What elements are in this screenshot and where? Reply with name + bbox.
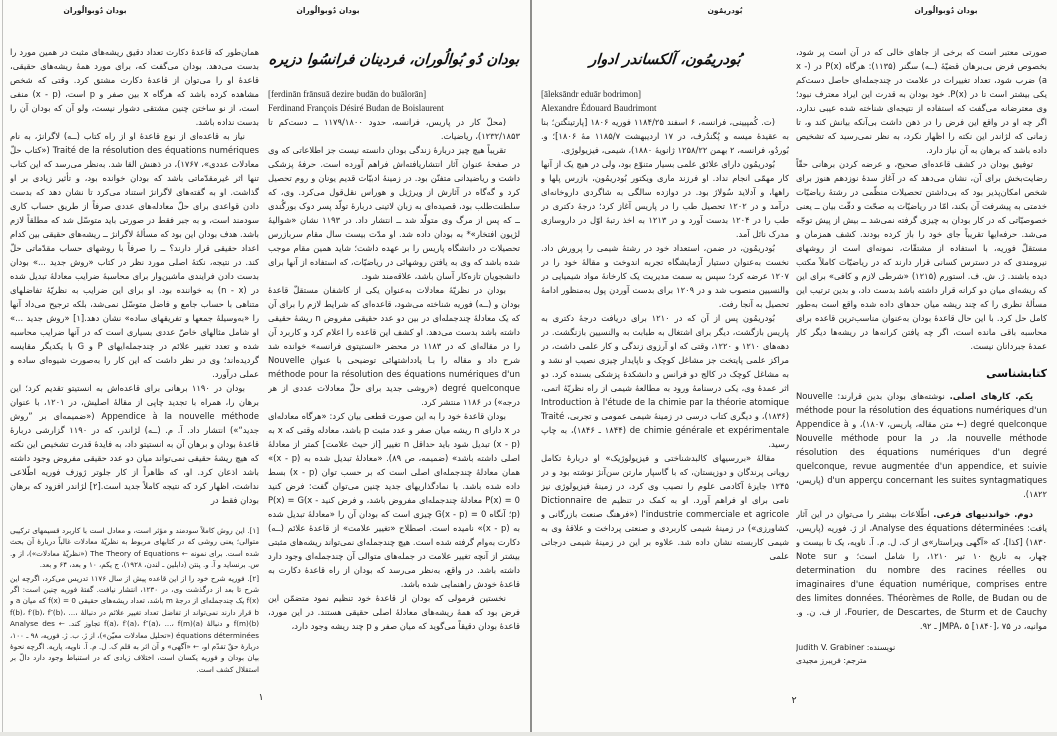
footnotes-block xyxy=(10,525,259,675)
bibliography-lead: دوم. خواندنیهای فرعی. xyxy=(933,509,1033,519)
latin-name-budan: Ferdinand François Désiré Budan de Boislaurent xyxy=(268,103,444,113)
article-paragraph: بودان قاعدهٔ خود را به این صورت قطعی بیان کرد: «هرگاه معادله‌ای در x دارای n ریشه میان صفر و عدد مثبت p باشد، معادله وقتی که x به (x - p) تبدیل شود باید حداقل n تغییر [از حیث علامت] کمتر از معادلهٔ اصلی داشته باشد» (ضمیمه، ص ۸۹). «معادلهٔ تبدیل شده به (x - p)» همان معادلهٔ چندجمله‌ای اصلی است که بر حسب توان (x - p) بسط داده شده باشد. با نمادگذاریهای جدید چنین می‌توان گفت: فرض کنید P(x) = 0 معادلهٔ چندجمله‌ای مفروض باشد، و فرض کنید P(x) = G(x - p)؛ آنگاه G(x - p) = 0 چیزی است که بودان آن را «معادلهٔ تبدیل شده به (x - p)» نامیده است. اصطلاح «تغییر علامت» از قاعدهٔ علائم (ــه) دکارت به‌وام گرفته شده است. هیچ چندجمله‌ای نمی‌تواند ریشه‌های مثبتی بیشتر از آنچه تغییر علامت در جمله‌های متوالی آن چندجمله‌ای وجود دارد داشته باشد. در واقع، به‌نظر می‌رسد که بودان از راه قاعدهٔ دکارت به قاعدهٔ خودش راهنمایی شده باشد. xyxy=(268,411,520,589)
article-paragraph: بُودریمُون پس از آن که در ۱۲۱۰ برای دریافت درجهٔ دکتری به پاریس بازگشت، دیگر برای اشتغال به طبابت به والنسیین بازنگشت. در دهه‌های ۱۲۱۰ و ۱۲۲۰، وقتی که او آرزوی زندگی و کار علمی داشت، در مراکز علمی پایتخت جز مشاغل کوچک و ناپایدار چیزی نصیب او نشد و به مشاغل کوچک در کالج دو فرانس و دانشکدهٔ پزشکی بسنده کرد. دو اثر عمدهٔ وی، یکی درسنامهٔ ورود به مطالعهٔ شیمی از راه نظریّهٔ اتمی، Introduction à l'étude de la chimie par la théorie atomique (۱۸۳۶)، و دیگری کتاب درسی در زمینهٔ شیمی عمومی و تجربی، Traité de chimie générale et expérimentale (۱۸۴۴ ـ ۱۸۴۶)، به چاپ رسید. xyxy=(541,313,789,449)
running-head-left-inner: بودان دُوبوالُوران xyxy=(296,6,360,15)
running-head-right-outer: بودان دُوبوالُوران xyxy=(914,6,978,15)
entry-title-budan: بودان دُو بُوالُوران، فردینان فرانسُوا دزیره xyxy=(268,52,520,68)
bibliography-text: نوشته‌های بودان بدین قرارند: Nouvelle méthode pour la résolution des équations numériques d'un degré quelconque (← متن مقاله، پاریس، ۱۸۰۷)، و Appendice à la nouvelle méthode، در Nouvelle méthode pour la résolution des équations numériques d'un degré quelconque, revue augmentée d'un appendice, et suivie d'un apperçu concernant les suites syntagmatiques (پاریس، ۱۸۲۲). xyxy=(796,391,1047,499)
left-page-right-column xyxy=(268,45,520,703)
bibliography-entry-primary xyxy=(796,389,1047,501)
entry-names-baudrimont xyxy=(541,87,789,115)
article-paragraph: بُودریمُون دارای علائق علمی بسیار متنوّع بود، ولی در هیچ یک از آنها کار مهمّی انجام نداد. او فرزند ماری ویکتور بُودریمُون، بازرس پلها و راهها، و آدلاید سُولاژ بود. در دوازده سالگی به شاگردی داروخانه‌ای درآمد و در ۱۲۰۲ تحصیل طب را در پاریس آغاز کرد؛ درجهٔ دکتری در طب را در ۱۲۰۴ بدست آورد و در ۱۲۱۳ به اخذ رتبهٔ اوّل در داروسازی مدرک نائل آمد. xyxy=(541,159,789,239)
running-head-right-inner: بُودریمُون xyxy=(707,6,743,15)
credits-block xyxy=(796,641,1047,667)
latin-name-baudrimont: Alexandre Édouard Baudrimont xyxy=(541,103,657,113)
page-number-right: ۲ xyxy=(791,695,797,706)
running-head-left-outer: بودان دُوبوالُوران xyxy=(63,6,127,15)
author-credit: نویسنده: Judith V. Grabiner xyxy=(796,643,896,652)
footnote-2: [۲]. فوریه شرح خود را از این قاعده پیش از سال ۱۱۷۶ تدریس می‌کرد، اگرچه این شرح تا بعد از درگذشت وی، در ۱۲۳۰، انتشار نیافت. گفتهٔ فوریه چنین است: اگر f(x) یک چندجمله‌ای از درجهٔ m باشد، تعداد ریشه‌های حقیقی f(x) = 0 که میان a و b قرار دارند نمی‌تواند از تفاضل تعداد تغییر علائم در دنبالهٔ f(b)، f′(b)، f″(b)، ...، f(m)(b) و دنبالهٔ f(a)، f′(a)، f″(a)، ...، f(m)(a) تجاوز کند. ← Analyse des équations déterminées («تحلیل معادلات معیّن»)، از ژ. ب. ژ. فوریه، ۹۸ ـ ۱۰۰، دربارهٔ حقّ تقدّم او، ← «آگهی» و آن اثر به قلم ک. ل. م. آ. ناویه، پاریه. اگرچه نحوهٔ بیان بودان و فوریه یکسان است، اختلاف زیادی که در استنباط وجود دارد دالّ بر استقلال کشف است. xyxy=(10,573,259,674)
page-number-left: ۱ xyxy=(258,692,264,703)
transliteration-budan: [ferdinān frānsuā dezire budān do buālorān] xyxy=(268,89,427,99)
bibliography-lead: یکم. کارهای اصلی. xyxy=(949,391,1033,401)
left-page-left-column xyxy=(10,45,259,695)
article-paragraph: نخستین فرمولی که بودان از قاعدهٔ خود تنظیم نمود متضمّن این فرض بود که همهٔ ریشه‌های معادلهٔ اصلی حقیقی هستند. در این مورد، قاعدهٔ بودان دقیقاً می‌گوید که میان صفر و p چند ریشه وجود دارد، xyxy=(268,593,520,631)
bibliography-entry-secondary xyxy=(796,507,1047,633)
article-paragraph: نیاز به قاعده‌ای از نوع قاعدهٔ او از راه کتاب (ــه) لاگرانژ، به نام Traité de la résolution des équations numériques («کتاب حلّ معادلات عددی»، ۱۷۶۷)، در ذهنش القا شد. به‌نظر می‌رسد که این کتاب تنها اثر غیرمقدّماتی باشد که بودان خوانده بود، و تأثیر زیادی بر او گذاشت. او به گفته‌های لاگرانژ استناد می‌کرد تا نشان دهد که بدست دادن قواعدی برای حلّ معادله‌های عددی صرفاً از طریق حساب کاری سودمند است، و به جبر فقط در صورتی باید متوسّل شد که مطلقاً لازم باشد. هدف بودان این بود که مسألهٔ لاگرانژ ــ ریشه‌های حقیقی بین کدام اعداد حقیقی قرار دارند؟ ــ را صرفاً با روشهای حساب مقدّماتی حلّ کند. در نتیجه، نکتهٔ اصلی مورد نظر در کتاب «روش جدید ...» بودان بدست دادن فرایندی ماشین‌وار برای محاسبهٔ ضرایب معادلهٔ تبدیل شده در (n - x) به خواننده بود. او برای این ضرایب به نظریّهٔ تفاضلهای متناهی با حساب جامع و فاضل متوسّل نمی‌شد، بلکه ترجیح می‌داد آنها را «به‌وسیلهٔ جمعها و تفریقهای ساده» نشان دهد.[۱] «روش جدید ...» او شامل مثالهای خاصّ عددی بسیاری است که در آنها ضرایب محاسبه شده و تعدد تغییر علائم در چندجمله‌ایهای P و G با یکدیگر مقایسه گردیده‌اند؛ وی در نظر داشت که این کار را به‌صورت شیوه‌ای ساده و عملی درآورد. xyxy=(10,131,259,379)
bio-line-baudrimont: (ت. کُمپیینی، فرانسه، ۶ اسفند ۱۱۸۴/۲۵ فوریه ۱۸۰۶ [پارتینگتن؛ بنا به عقیدهٔ میسه و پُگندُرف، در ۱۷ اردیبهشت ۱۱۸۵/۷ مهٔ ۱۸۰۶]؛ و. بُوردُو، فرانسه، ۲ بهمن ۱۲۵۸/۲۲ ژانویهٔ ۱۸۸۰)، شیمی، فیزیولوژی. xyxy=(541,117,789,155)
page-edge-line xyxy=(2,0,3,736)
right-page-right-column xyxy=(796,45,1047,710)
article-paragraph: همان‌طور که قاعدهٔ دکارت تعداد دقیق ریشه‌های مثبت در همین مورد را بدست می‌دهد. بودان می‌گفت که، برای مورد همهٔ ریشه‌های حقیقی، قاعدهٔ او را می‌توان از قاعدهٔ دکارت مشتق کرد. وقتی که شخص مشاهده کرده باشد که هرگاه x بین صفر و p است، (x - p) منفی است، از نو ساختن چنین مشتقی دشوار نیست، ولو آن که بودان آن را بدست نداده باشد. xyxy=(10,47,259,127)
page-divider xyxy=(530,0,532,736)
article-paragraph: بُودریمُون، در ضمن، استعداد خود در رشتهٔ شیمی را پرورش داد. نخست به‌عنوان دستیار آزمایشگاه تجربه اندوخت و مقالهٔ خود را در ۱۲۰۷ عرضه کرد؛ سپس به سمت مدیریت یک کارخانهٔ مواد شیمیایی در والنسیین منصوب شد و در ۱۲۰۹ برای بدست آوردن پول به‌منظور ادامهٔ تحصیل به آنجا رفت. xyxy=(541,243,789,309)
article-paragraph: صورتی معتبر است که برخی از جاهای خالی که در آن است پر شود، بخصوص فرض بی‌برهان قضیّهٔ (ــه) سگنر (۱۱۳۵): هرگاه P(x) در (x - a) ضرب شود، تعداد تغییرات در علامت در چندجمله‌ای حاصل دست‌کم یکی بیشتر است تا در P(x). خود بودان به قدرت این ایراد معترف نبود؛ وی معترضانه می‌گفت که استفاده از نتیجه‌ای شناخته شده عیبی ندارد، اگر چه او در واقع این فرض را در ذهن داشت بی‌آنکه بیانش کند و، تا زمانی که لژاندر این نکته را اظهار نکرد، به نظر نمی‌رسید که تشخیص داده باشد که برهان به آن نیاز دارد. xyxy=(796,47,1047,155)
right-page-left-column xyxy=(541,45,789,736)
bottom-edge-shadow xyxy=(0,732,1057,736)
translator-credit: مترجم: فریبرز مجیدی xyxy=(796,656,867,665)
bibliography-text: اطّلاعات بیشتر را می‌توان در این آثار یافت: Analyse des équations déterminées، از ژ. فوریه (پاریس، ۱۸۳۰) [کذا]، که «آگهی ویراستار»ی از ک. ل. م. آ. ناویه، یک تا بیست و چهار، به تاریخ ۱۰ تیر ۱۲۱۰، را شامل است؛ و Note sur determination du nombre des racines réelles ou imaginaires d'une équation numérique, comprises entre des limites données. Théorèmes de Rolle, de Budan ou de Fourier, de Descartes, de Sturm et de Cauchy، از ف. ن. و. موانیه، در JMPA، ۵ [۱۸۴۰]، ۷۵ ـ ۹۲. xyxy=(796,509,1047,631)
entry-title-baudrimont: بُودریمُون، آلکساندر ادوار xyxy=(588,52,742,68)
article-paragraph: توفیق بودان در کشف قاعده‌ای صحیح، و عرضه کردن برهانی حقّاً رضایت‌بخش برای آن، نشان می‌دهد که در آغاز سدهٔ نوزدهم هنوز برای شخص امکان‌پذیر بود که بی‌داشتن تحصیلات منظّمی در رشتهٔ ریاضیّات خدمتی به پیشرفت آن بکند، امّا در ریاضیّات به صحّت و دقّت بیان ــ یعنی خصوصیّاتی که در کار بودان به چیزی گرفته نمی‌شد ــ بیش از پیش توجّه می‌شد. حرفه‌ایها تقریباً جای خود را باز کرده بودند. کشف همزمان و مستقلّ فوریه، با استفاده از مشتقّات، نمونه‌ای است از روشهای نیرومندی که در دسترس کسانی قرار دارند که در ریاضیّات کاملاً مکتب دیده باشند. ژ. ش. ف. استورم (۱۲۱۵) «شرطی لازم و کافی» برای این که ریشه‌ای میان دو کرانه قرار داشته باشد بدست داد، و بدین ترتیب این مسألهٔ نظری را که چند ریشه میان حدهای داده شده واقع است به‌طور کامل حل کرد. با این حال قاعدهٔ بودان به‌عنوان مناسب‌ترین قاعده برای محاسبه باقی مانده است، اگر چه یافتن کرانه‌ها در ریشه‌ها دیگر کار عمدهٔ جبردانان نیست. xyxy=(796,159,1047,351)
article-paragraph: بودان در ۱۱۹۰ برهانی برای قاعده‌اش به انستیتو تقدیم کرد؛ این برهان را، همراه با تجدید چاپی از مقالهٔ اصلیش، در ۱۲۰۱، با عنوان Appendice à la nouvelle méthode («ضمیمه‌ای بر ”روش جدید“») انتشار داد. آ. م. (ــه) لژاندر، که در ۱۱۹۰ گزارشی دربارهٔ قاعدهٔ بودان و برهان آن به انستیتو داد، به فایدهٔ قدرت تشخیص این نکته که هیچ ریشهٔ حقیقی نمی‌تواند میان دو عدد حقیقی مفروض وجود داشته باشد اذعان کرد. او، که ظاهراً از کار جلوتر ژوزف فوریه اطّلاعی نداشت، اظهار کرد که نتیجه کاملاً جدید است.[۲] لژاندر افزود که برهان بودان فقط در xyxy=(10,383,259,505)
bio-line-budan: (محلّ کار در پاریس، فرانسه، حدود ۱۱۷۹/۱۸۰۰ ــ دست‌کم تا ۱۲۳۲/۱۸۵۳)، ریاضیات. xyxy=(268,117,520,141)
entry-names-budan xyxy=(268,87,520,115)
article-paragraph: تقریباً هیچ چیز دربارهٔ زندگی بودان دانسته نیست جز اطلاعاتی که وی در صفحهٔ عنوان آثار انتشاریافته‌اش فراهم آورده است. حرفهٔ پزشکی داشت و ریاضیدانی متفنّن بود. در زمینهٔ ادبیّات قدیم یونان و روم تحصیل کرد و گه‌گاه در آثارش از ویرژیل و هوراس نقل‌قول می‌کرد. وی، که سلطنت‌طلب بود، قصیده‌ای به زبان لاتینی دربارهٔ تولّد پسر دوک بورگُندی ــ که پس از مرگ وی متولّد شد ــ انتشار داد. در ۱۱۹۳ نشان «شوالیهٔ لژیون افتخار»* به بودان داده شد. او مدّت بیست سال مقام سربازرس تحصیلات در دانشگاه پاریس را بر عهده داشت؛ شاید همین مقام موجب شده باشد که وی به یافتن روشهائی در ریاضیّات، که استفاده از آنها برای دانشجویان تازه‌کار آسان باشد، علاقه‌مند شود. xyxy=(268,145,520,281)
footnote-1: [۱]. این روش کاملاً سودمند و مؤثر است، و معادل است با کاربرد قسیمهای ترکیبی متوالی؛ یعنی روشی که در کتابهای مربوط به نظریّهٔ معادلات غالباً دربارهٔ آن بحث شده است. برای نمونه ← The Theory of Equations («نظریّهٔ معادلات»)، از و. س. برنساید و آ. و. پنتن (دابلین ـ لندن، ۱۹۲۸)، ج یکم، ۱۰ و بعد، ۶۴ و بعد. xyxy=(10,526,259,570)
article-paragraph: بودان در نظریّهٔ معادلات به‌عنوان یکی از کاشفان مستقلّ قاعدهٔ بودان و (ــه) فوریه شناخته می‌شود، قاعده‌ای که شرایط لازم را برای آن که یک معادلهٔ چندجمله‌ای در بین دو عدد حقیقی مفروض n ریشهٔ حقیقی داشته باشد بدست می‌دهد. او کشف این قاعده را اعلام کرد و کاربرد آن را در مقاله‌ای که در ۱۱۸۳ در محضر «انستیتوی فرانسه» خوانده شد شرح داد و مقاله را بـا یادداشتهائی توضیحی با عنوان Nouvelle méthode pour la résolution des équations numériques d'un degré quelconque («روشی جدید برای حلّ معادلات عددی از هر درجه») در ۱۱۸۶ منتشر کرد. xyxy=(268,285,520,407)
bibliography-heading: کتابشناسی xyxy=(986,367,1047,380)
transliteration-baudrimont: [āleksāndr eduār bodrimon] xyxy=(541,89,641,99)
article-paragraph: مقالهٔ «بررسیهای کالبدشناختی و فیزیولوژیک» او دربارهٔ تکامل رویانی پرندگان و دوزیستان، که با گاسپار مارتن سن‌آنژ نوشته بود و در ۱۲۴۵ جایزهٔ آکادمی علوم را نصیب وی کرد، در زمینهٔ فیزیولوژی نیز نامی برای او فراهم آورد. او به کمک در تنظیم Dictionnaire de l'industrie commerciale et agricole («فرهنگ صنعت بازرگانی و کشاورزی») در زمینهٔ شیمی کاربردی و صنعتی پرداخت و علاقهٔ وی به شیمی کاربسته نشان داده شد. علاوه بر این در زمینهٔ شیمی درجاتی علمی xyxy=(541,453,789,561)
